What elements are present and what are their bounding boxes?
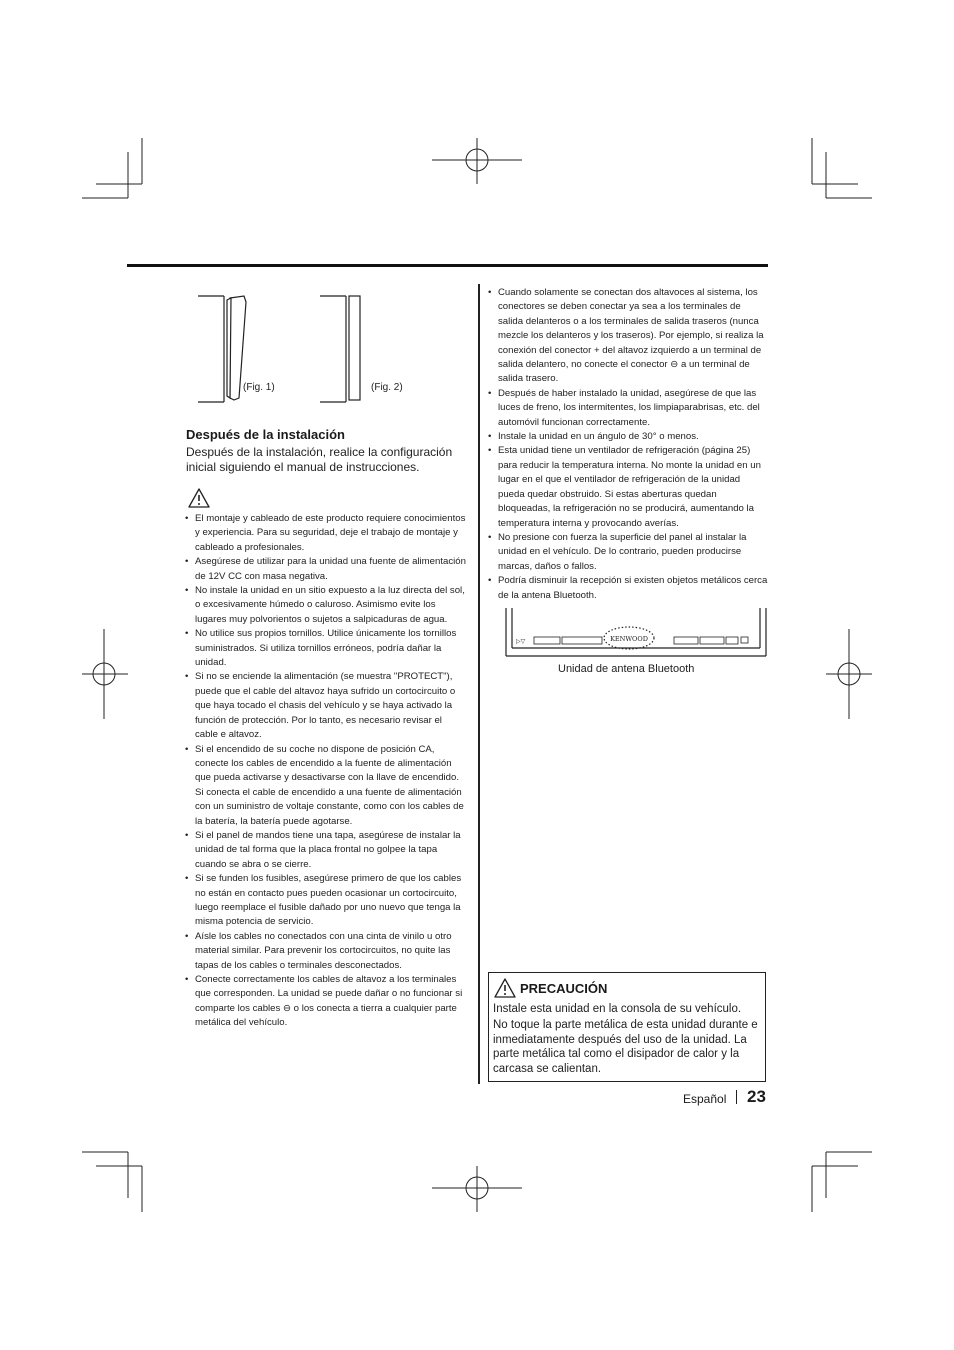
list-item: • Conecte correctamente los cables de altavoz a los terminales que corresponden. La unidad se puede dañar o no funcionar si comparte los cables ⊖ o los conecta a tierra a cualquier parte metálica del vehículo. bbox=[185, 973, 467, 1031]
warning-icon bbox=[188, 488, 210, 508]
list-item: • Instale la unidad en un ángulo de 30° o menos. bbox=[488, 430, 768, 444]
header-rule bbox=[127, 264, 768, 267]
list-item: • Después de haber instalado la unidad, asegúrese de que las luces de freno, los intermitentes, los limpiaparabrisas, etc. del automóvil funcionan correctamente. bbox=[488, 387, 768, 430]
footer-separator bbox=[736, 1090, 737, 1104]
list-item: • Esta unidad tiene un ventilador de refrigeración (página 25) para reducir la temperatura interna. No monte la unidad en un lugar en el que el ventilador de refrigeración de la unidad pueda quedar obstruido. Si estas aberturas quedan bloqueadas, la refrigeración no se producirá, aumentando la temperatura interna y provocando averías. bbox=[488, 444, 768, 530]
list-item: • Si no se enciende la alimentación (se muestra "PROTECT"), puede que el cable del altavoz haya sufrido un cortocircuito o que haya tocado el chasis del vehículo y se haya activado la función de protección. Por lo tanto, es necesario revisar el cable e altavoz. bbox=[185, 670, 467, 742]
device-front-panel-illustration bbox=[502, 604, 770, 660]
installation-notes-list bbox=[488, 286, 768, 603]
figure-1-label: (Fig. 1) bbox=[243, 382, 275, 393]
list-item: • Cuando solamente se conectan dos altavoces al sistema, los conectores se deben conectar ya sea a los terminales de salida delanteros o a los terminales de salida traseros (nunca mezcle los delanteros y los traseros). Por ejemplo, si realiza la conexión del conector + del altavoz izquierdo a un terminal de salida delantero, no conecte el conector ⊖ a un terminal de salida trasero. bbox=[488, 286, 768, 387]
list-item: • El montaje y cableado de este producto requiere conocimientos y experiencia. Para su seguridad, deje el trabajo de montaje y cableado a profesionales. bbox=[185, 512, 467, 555]
list-item: • Si el panel de mandos tiene una tapa, asegúrese de instalar la unidad de tal forma que la placa frontal no golpee la tapa cuando se abra o se cierre. bbox=[185, 829, 467, 872]
footer-language: Español bbox=[683, 1092, 727, 1106]
caution-line-1: Instale esta unidad en la consola de su vehículo. bbox=[493, 1003, 742, 1015]
list-item: • Aísle los cables no conectados con una cinta de vinilo u otro material similar. Para prevenir los cortocircuitos, no quite las tapas de los cables o terminales desconectados. bbox=[185, 930, 467, 973]
figure-2-illustration bbox=[318, 290, 378, 405]
warning-icon bbox=[494, 978, 516, 998]
device-caption: Unidad de antena Bluetooth bbox=[558, 663, 695, 675]
warning-list bbox=[185, 512, 467, 1031]
device-brand-logo: KENWOOD bbox=[610, 635, 648, 643]
list-item: • Si se funden los fusibles, asegúrese primero de que los cables no están en contacto pues pueden ocasionar un cortocircuito, luego reemplace el fusible dañado por uno nuevo que tenga la misma potencia de servicio. bbox=[185, 872, 467, 930]
svg-text:▷▽: ▷▽ bbox=[516, 638, 526, 645]
list-item: • Si el encendido de su coche no dispone de posición CA, conecte los cables de encendido a la fuente de alimentación que pueda activarse y desactivarse con la llave de encendido. Si conecta el cable de encendido a una fuente de alimentación con un suministro de voltaje constante, como con los cables de la batería, la batería puede agotarse. bbox=[185, 743, 467, 829]
column-divider bbox=[478, 284, 480, 1084]
list-item: • Podría disminuir la recepción si existen objetos metálicos cerca de la antena Bluetooth. bbox=[488, 574, 768, 603]
list-item: • No presione con fuerza la superficie del panel al instalar la unidad en el vehículo. De lo contrario, pueden producirse marcas, daños o fallos. bbox=[488, 531, 768, 574]
list-item: • No utilice sus propios tornillos. Utilice únicamente los tornillos suministrados. Si utiliza tornillos erróneos, podría dañar la unidad. bbox=[185, 627, 467, 670]
section-heading: Después de la instalación bbox=[186, 427, 345, 442]
list-item: • Asegúrese de utilizar para la unidad una fuente de alimentación de 12V CC con masa negativa. bbox=[185, 555, 467, 584]
caution-title: PRECAUCIÓN bbox=[520, 981, 608, 996]
page-number: 23 bbox=[747, 1087, 766, 1106]
caution-box bbox=[488, 972, 766, 1082]
section-body: Después de la instalación, realice la configuración inicial siguiendo el manual de instrucciones. bbox=[186, 445, 453, 474]
caution-line-2: No toque la parte metálica de esta unidad durante e inmediatamente después del uso de la unidad. La parte metálica tal como el disipador de calor y la carcasa se calientan. bbox=[493, 1019, 758, 1075]
figure-2-label: (Fig. 2) bbox=[371, 382, 403, 393]
list-item: • No instale la unidad en un sitio expuesto a la luz directa del sol, o excesivamente húmedo o caluroso. Asimismo evite los lugares muy polvorientos o sujetos a salpicaduras de agua. bbox=[185, 584, 467, 627]
